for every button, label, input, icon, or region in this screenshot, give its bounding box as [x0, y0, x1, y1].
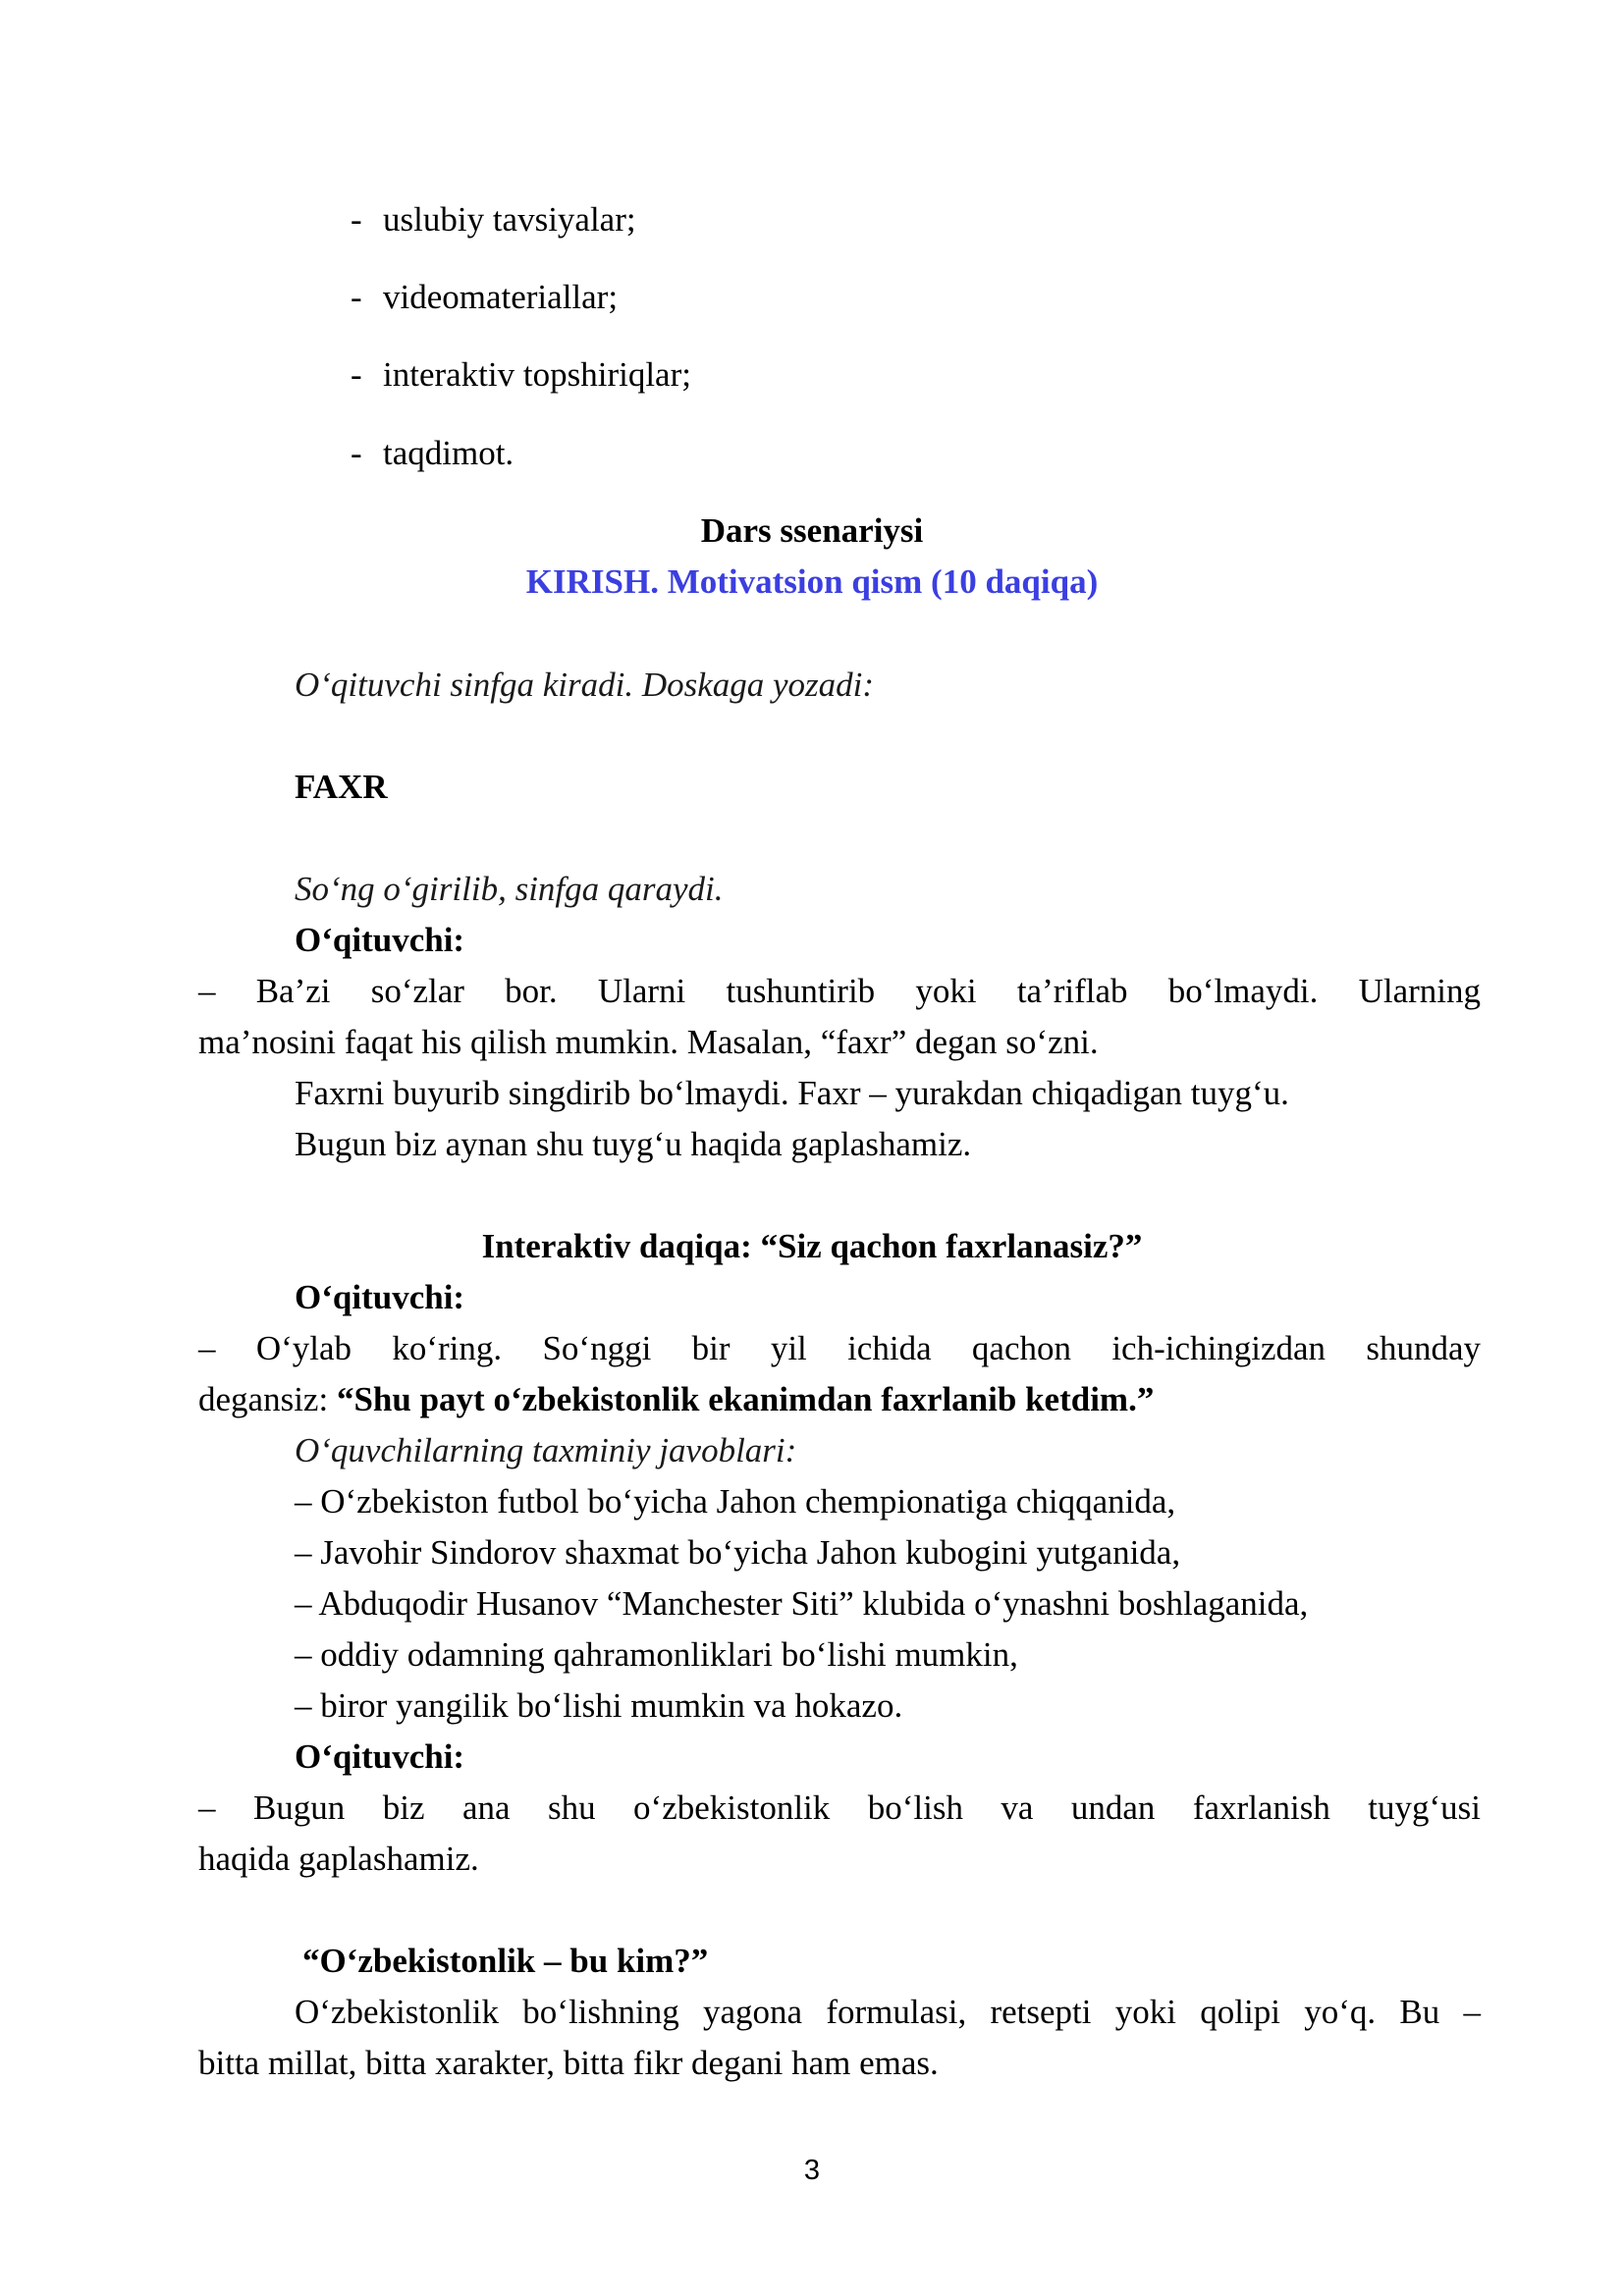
- list-item: [351, 349, 691, 400]
- paragraph-line: – Ba’zi so‘zlar bor. Ularni tushuntirib yoki ta’riflab bo‘lmaydi. Ularning: [198, 972, 1481, 1010]
- answers-label: O‘quvchilarning taxminiy javoblari:: [295, 1431, 797, 1469]
- intro-heading: KIRISH. Motivatsion qism (10 daqiqa): [525, 562, 1099, 601]
- list-dash: -: [351, 434, 362, 472]
- paragraph-text: degansiz:: [198, 1380, 337, 1418]
- paragraph-line: Bugun biz aynan shu tuyg‘u haqida gaplashamiz.: [295, 1125, 972, 1163]
- list-item: [351, 194, 636, 245]
- list-dash: -: [351, 278, 362, 316]
- paragraph-line: – Bugun biz ana shu o‘zbekistonlik bo‘lish va undan faxrlanish tuyg‘usi: [198, 1789, 1481, 1827]
- speaker-label: O‘qituvchi:: [295, 1278, 465, 1316]
- page-number: 3: [803, 2155, 821, 2186]
- paragraph-line: [198, 1374, 1154, 1425]
- speaker-label: O‘qituvchi:: [295, 1737, 465, 1776]
- paragraph-line: O‘zbekistonlik bo‘lishning yagona formulasi, retsepti yoki qolipi yo‘q. Bu –: [295, 1993, 1481, 2031]
- answer-item: – O‘zbekiston futbol bo‘yicha Jahon chempionatiga chiqqanida,: [295, 1482, 1176, 1521]
- paragraph-line: ma’nosini faqat his qilish mumkin. Masalan, “faxr” degan so‘zni.: [198, 1023, 1099, 1061]
- answer-item: – biror yangilik bo‘lishi mumkin va hokazo.: [295, 1686, 903, 1725]
- paragraph-line: bitta millat, bitta xarakter, bitta fikr degani ham emas.: [198, 2044, 939, 2082]
- list-item: [351, 428, 514, 479]
- section-heading: “O‘zbekistonlik – bu kim?”: [302, 1942, 709, 1980]
- paragraph-line: Faxrni buyurib singdirib bo‘lmaydi. Faxr – yurakdan chiqadigan tuyg‘u.: [295, 1074, 1289, 1112]
- list-item-text: taqdimot.: [383, 434, 514, 472]
- list-item-text: interaktiv topshiriqlar;: [383, 355, 691, 394]
- stage-direction: So‘ng o‘girilib, sinfga qaraydi.: [295, 870, 724, 908]
- answer-item: – Javohir Sindorov shaxmat bo‘yicha Jahon kubogini yutganida,: [295, 1533, 1181, 1572]
- stage-direction: O‘qituvchi sinfga kiradi. Doskaga yozadi:: [295, 666, 875, 704]
- answer-item: – oddiy odamning qahramonliklari bo‘lishi mumkin,: [295, 1635, 1018, 1674]
- board-word: FAXR: [295, 768, 388, 806]
- paragraph-line: – O‘ylab ko‘ring. So‘nggi bir yil ichida qachon ich-ichingizdan shunday: [198, 1329, 1481, 1367]
- interactive-heading: Interaktiv daqiqa: “Siz qachon faxrlanasiz?”: [481, 1227, 1143, 1265]
- list-item-text: uslubiy tavsiyalar;: [383, 200, 636, 239]
- scenario-title: Dars ssenariysi: [700, 511, 924, 550]
- quoted-statement: “Shu payt o‘zbekistonlik ekanimdan faxrlanib ketdim.”: [336, 1380, 1155, 1418]
- answer-item: – Abduqodir Husanov “Manchester Siti” klubida o‘ynashni boshlaganida,: [295, 1584, 1309, 1623]
- list-dash: -: [351, 200, 362, 239]
- paragraph-line: haqida gaplashamiz.: [198, 1840, 479, 1878]
- list-item-text: videomateriallar;: [383, 278, 619, 316]
- list-item: [351, 272, 618, 323]
- list-dash: -: [351, 355, 362, 394]
- speaker-label: O‘qituvchi:: [295, 921, 465, 959]
